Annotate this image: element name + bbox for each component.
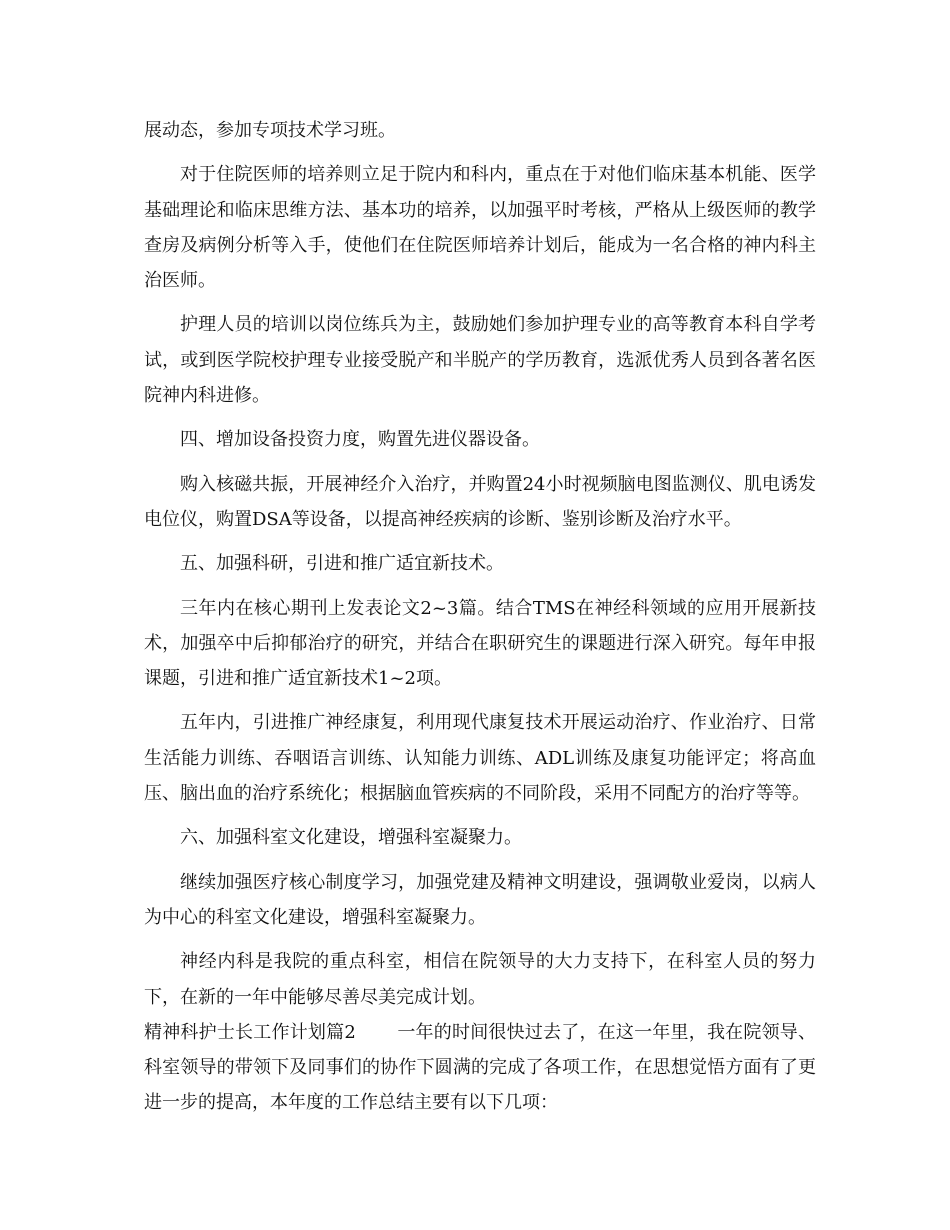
article-spacer: [356, 1022, 398, 1043]
paragraph-resident-training: 对于住院医师的培养则立足于院内和科内，重点在于对他们临床基本机能、医学基础理论和临床思维方法、基本功的培养，以加强平时考核，严格从上级医师的教学查房及病例分析等入手，使他们在住院医师培养计划后，能成为一名合格的神内科主治医师。: [144, 164, 816, 292]
section-heading-research: 五、加强科研，引进和推广适宜新技术。: [180, 553, 504, 575]
document-body: [144, 113, 816, 1121]
section-heading-culture: 六、加强科室文化建设，增强科室凝聚力。: [180, 827, 522, 849]
paragraph-continuation: 展动态，参加专项技术学习班。: [144, 120, 396, 141]
paragraph-research: 三年内在核心期刊上发表论文2~3篇。结合TMS在神经科领域的应用开展新技术，加强卒中后抑郁治疗的研究，并结合在职研究生的课题进行深入研究。每年申报课题，引进和推广适宜新技术1~2项。: [144, 597, 816, 690]
paragraph-nurse-training: 护理人员的培训以岗位练兵为主，鼓励她们参加护理专业的高等教育本科自学考试，或到医学院校护理专业接受脱产和半脱产的学历教育，选派优秀人员到各著名医院神内科进修。: [144, 314, 816, 407]
paragraph-culture: 继续加强医疗核心制度学习，加强党建及精神文明建设，强调敬业爱岗，以病人为中心的科室文化建设，增强科室凝聚力。: [144, 871, 816, 928]
paragraph-next-article: [144, 1015, 816, 1121]
section-heading-equipment: 四、增加设备投资力度，购置先进仪器设备。: [180, 429, 540, 451]
paragraph-equipment: 购入核磁共振，开展神经介入治疗，并购置24小时视频脑电图监测仪、肌电诱发电位仪，购置DSA等设备，以提高神经疾病的诊断、鉴别诊断及治疗水平。: [144, 473, 816, 530]
article-text: 一年的时间很快过去了，在这一年里，我在院领导、科室领导的带领下及同事们的协作下圆满的完成了各项工作，在思想觉悟方面有了更进一步的提高，本年度的工作总结主要有以下几项：: [144, 1021, 817, 1114]
article-title: 精神科护士长工作计划篇2: [144, 1021, 356, 1043]
paragraph-conclusion: 神经内科是我院的重点科室，相信在院领导的大力支持下，在科室人员的努力下，在新的一年中能够尽善尽美完成计划。: [144, 951, 816, 1008]
paragraph-rehabilitation: 五年内，引进推广神经康复，利用现代康复技术开展运动治疗、作业治疗、日常生活能力训练、吞咽语言训练、认知能力训练、ADL训练及康复功能评定；将高血压、脑出血的治疗系统化；根据脑血管疾病的不同阶段，采用不同配方的治疗等等。: [144, 712, 816, 805]
